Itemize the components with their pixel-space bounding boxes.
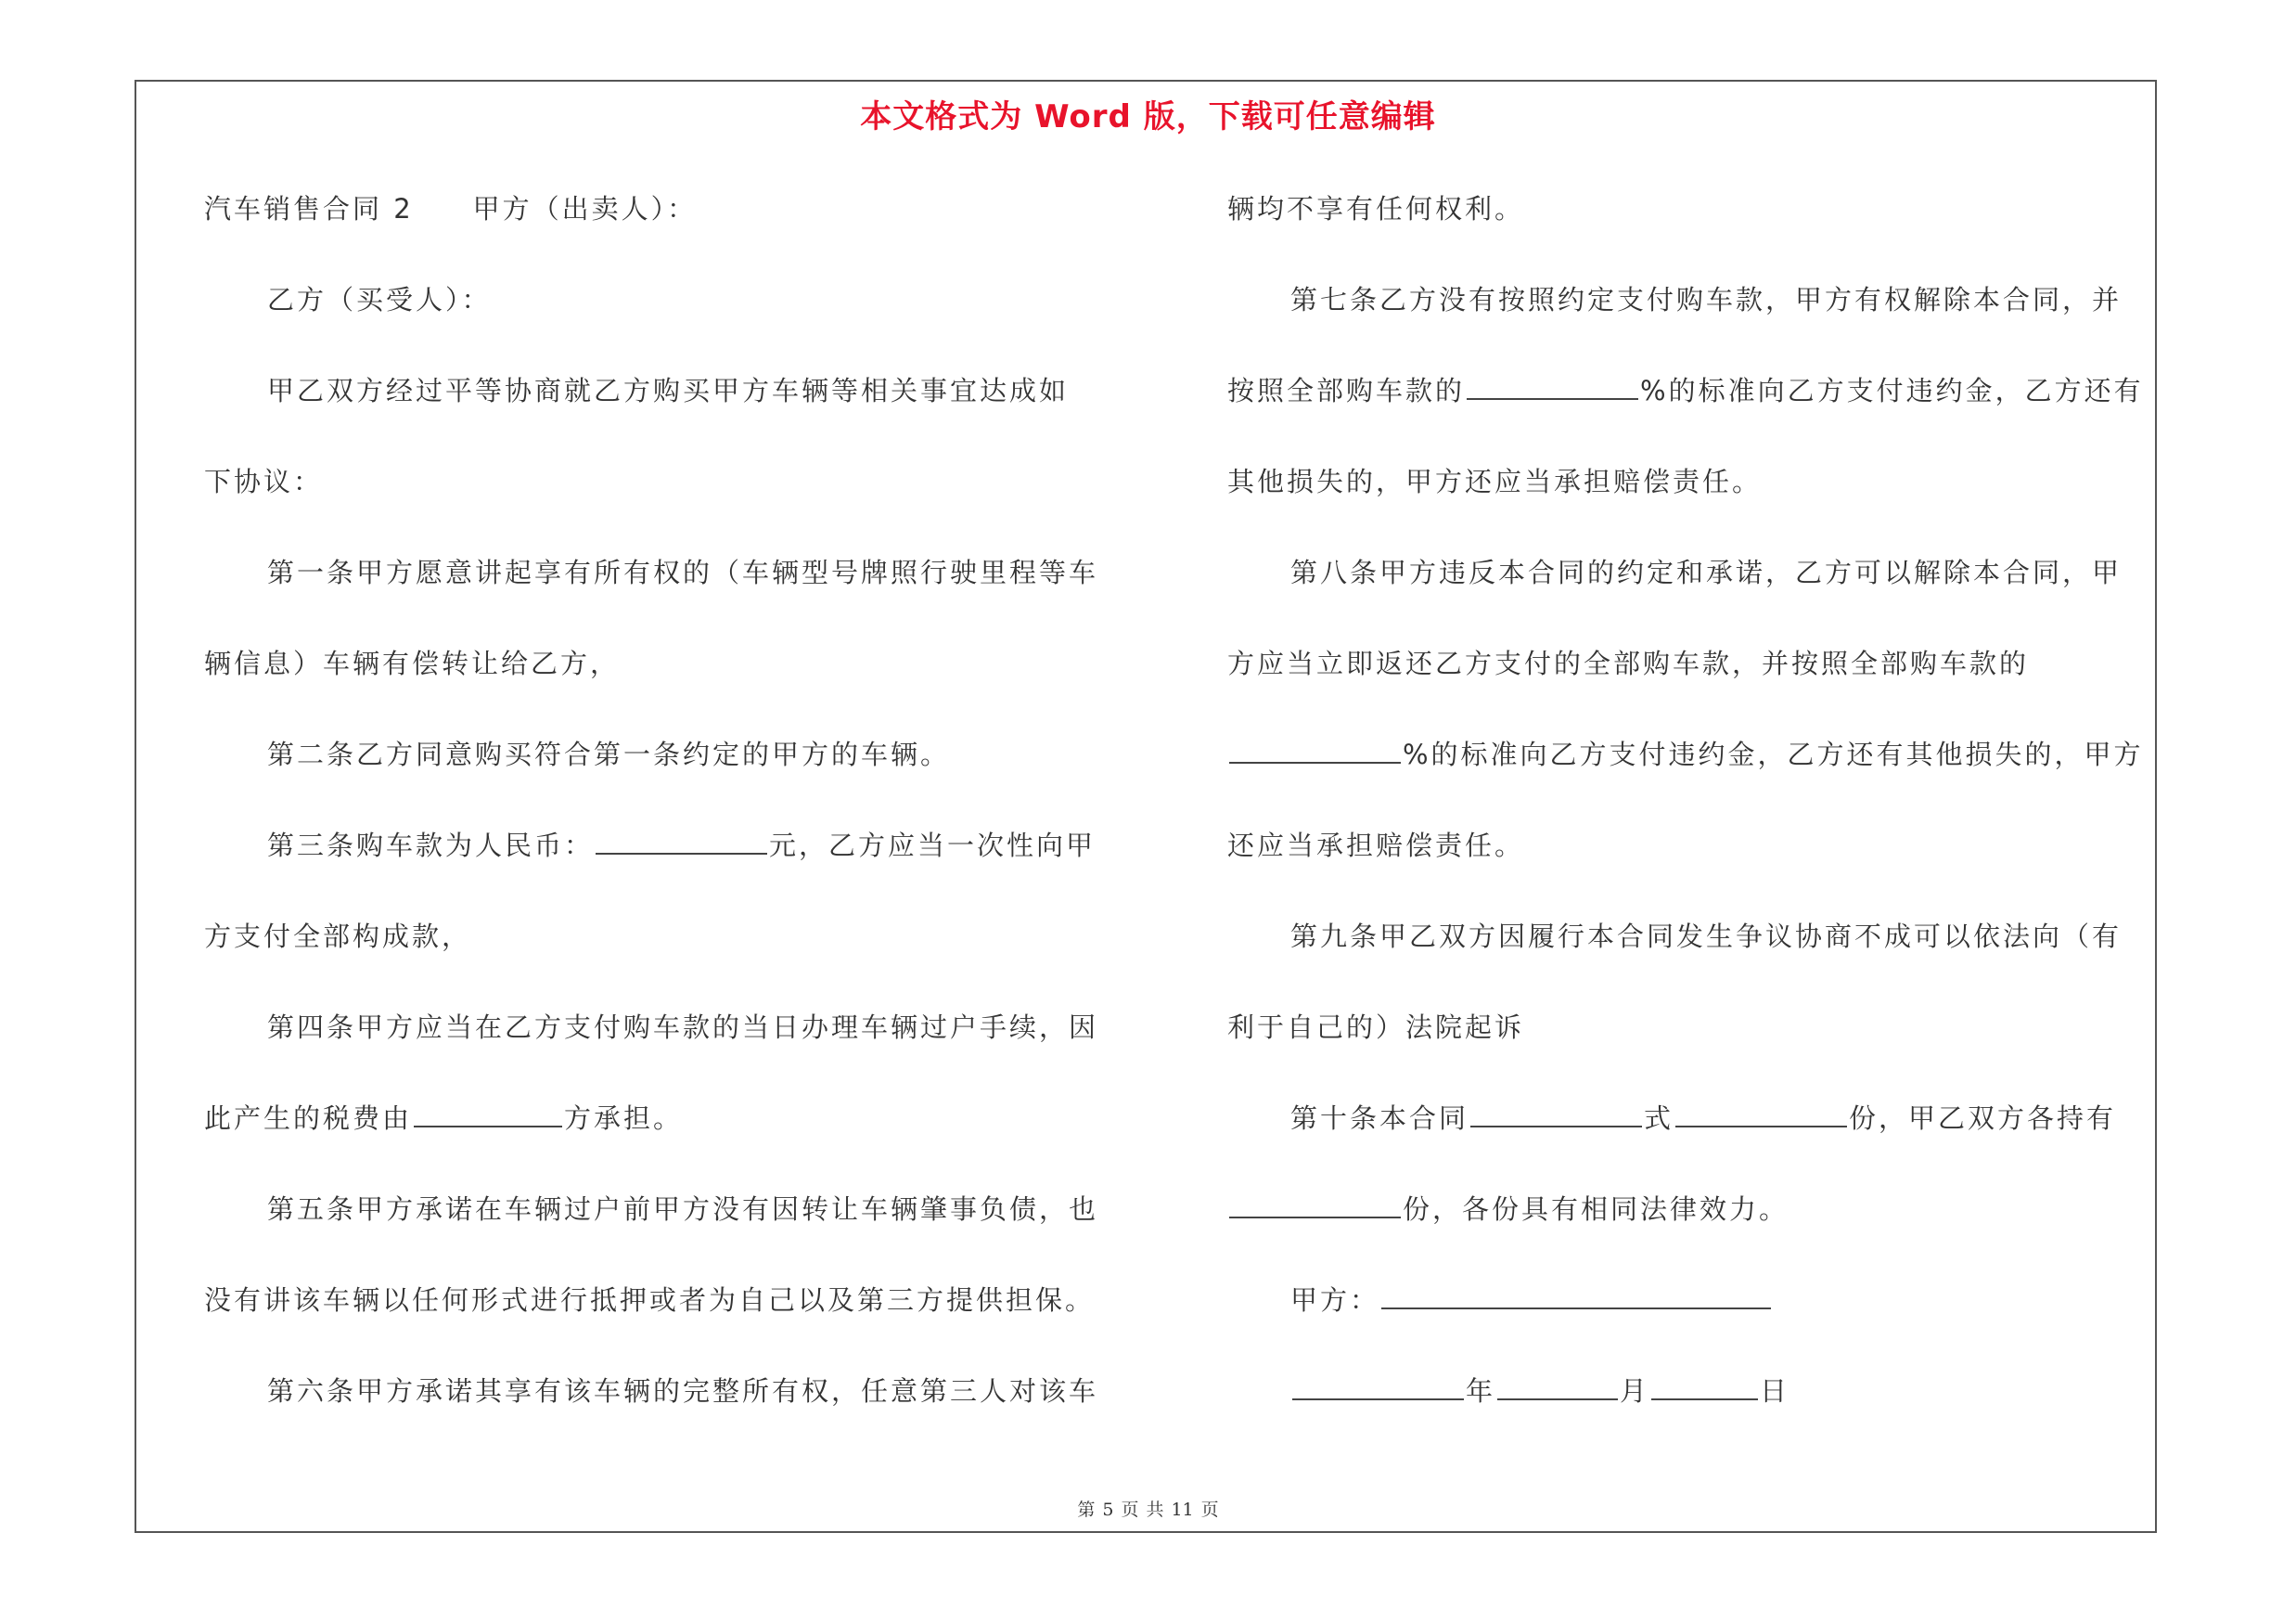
article-2-line: 第二条乙方同意购买符合第一条约定的甲方的车辆。 — [267, 739, 951, 770]
each-party-copies-blank[interactable] — [1229, 1194, 1401, 1218]
article-7-line-2 — [1227, 358, 2155, 449]
footer-total-pages: 11 — [1171, 1500, 1194, 1520]
preamble-line-2: 下协议： — [204, 466, 324, 497]
article-8-line-2: 方应当立即返还乙方支付的全部购车款，并按照全部购车款的 — [1227, 648, 2030, 679]
month-blank[interactable] — [1497, 1376, 1618, 1400]
article-9-line-2: 利于自己的）法院起诉 — [1227, 1011, 1525, 1043]
article-4-text-a: 此产生的税费由 — [204, 1102, 413, 1134]
party-b-line: 乙方（买受人）： — [267, 284, 492, 316]
left-column — [204, 176, 1141, 1449]
tax-party-blank[interactable] — [414, 1103, 562, 1127]
article-10-text-c: 份，甲乙双方各持有 — [1849, 1102, 2117, 1134]
party-a-label: 甲方： — [1290, 1284, 1380, 1316]
article-4-line-2 — [204, 1086, 1141, 1177]
page-footer — [0, 1496, 2296, 1521]
article-8-line-4: 还应当承担赔偿责任。 — [1227, 830, 1525, 861]
article-5-line-2: 没有讲该车辆以任何形式进行抵押或者为自己以及第三方提供担保。 — [204, 1284, 1096, 1316]
day-label: 日 — [1760, 1375, 1790, 1407]
article-5-line-1: 第五条甲方承诺在车辆过户前甲方没有因转让车辆肇事负债，也 — [267, 1193, 1099, 1225]
day-blank[interactable] — [1651, 1376, 1758, 1400]
date-line — [1227, 1359, 2155, 1449]
footer-ye-2: 页 — [1200, 1500, 1219, 1520]
article-3-text-a: 第三条购车款为人民币： — [267, 830, 595, 861]
price-blank[interactable] — [596, 831, 767, 855]
article-6-line-1: 第六条甲方承诺其享有该车辆的完整所有权，任意第三人对该车 — [267, 1375, 1099, 1407]
article-7-text-b: %的标准向乙方支付违约金，乙方还有 — [1640, 375, 2144, 406]
article-6-line-2: 辆均不享有任何权利。 — [1227, 193, 1525, 225]
article-7-text-a: 按照全部购车款的 — [1227, 375, 1466, 406]
article-1-line-1: 第一条甲方愿意讲起享有所有权的（车辆型号牌照行驶里程等车 — [267, 557, 1099, 588]
penalty-rate-blank-2[interactable] — [1229, 740, 1401, 764]
month-label: 月 — [1620, 1375, 1650, 1407]
article-10-text-d: 份，各份具有相同法律效力。 — [1403, 1193, 1789, 1225]
signature-line — [1227, 1268, 2155, 1359]
article-7-line-3: 其他损失的，甲方还应当承担赔偿责任。 — [1227, 466, 1763, 497]
footer-di: 第 — [1077, 1500, 1096, 1520]
article-8-line-3 — [1227, 722, 2155, 813]
article-1-line-2: 辆信息）车辆有偿转让给乙方， — [204, 648, 621, 679]
article-3-line-1 — [204, 813, 1141, 904]
footer-page-number: 5 — [1102, 1500, 1114, 1520]
article-3-line-2: 方支付全部构成款， — [204, 921, 472, 952]
article-8-text: %的标准向乙方支付违约金，乙方还有其他损失的，甲方 — [1403, 739, 2144, 770]
article-8-line-1: 第八条甲方违反本合同的约定和承诺，乙方可以解除本合同，甲 — [1290, 557, 2123, 588]
article-4-line-1: 第四条甲方应当在乙方支付购车款的当日办理车辆过户手续，因 — [267, 1011, 1099, 1043]
article-10-text-b: 式 — [1644, 1102, 1674, 1134]
year-label: 年 — [1466, 1375, 1496, 1407]
article-10-line-1 — [1227, 1086, 2155, 1177]
article-9-line-1: 第九条甲乙双方因履行本合同发生争议协商不成可以依法向（有 — [1290, 921, 2123, 952]
footer-gong: 共 — [1146, 1500, 1164, 1520]
article-3-text-b: 元，乙方应当一次性向甲 — [769, 830, 1097, 861]
article-10-line-2 — [1227, 1177, 2155, 1268]
article-4-text-b: 方承担。 — [564, 1102, 684, 1134]
copies-form-blank[interactable] — [1470, 1103, 1642, 1127]
format-banner: 本文格式为 Word 版，下载可任意编辑 — [860, 98, 1436, 135]
article-10-text-a: 第十条本合同 — [1290, 1102, 1469, 1134]
article-7-line-1: 第七条乙方没有按照约定支付购车款，甲方有权解除本合同，并 — [1290, 284, 2123, 316]
preamble-line-1: 甲乙双方经过平等协商就乙方购买甲方车辆等相关事宜达成如 — [267, 375, 1070, 406]
footer-ye: 页 — [1121, 1500, 1139, 1520]
party-a-signature-blank[interactable] — [1381, 1285, 1771, 1309]
penalty-rate-blank-1[interactable] — [1467, 376, 1638, 400]
contract-title-line: 汽车销售合同 2 甲方（出卖人）： — [204, 193, 698, 225]
copies-count-blank[interactable] — [1675, 1103, 1847, 1127]
year-blank[interactable] — [1292, 1376, 1464, 1400]
right-column — [1227, 176, 2155, 1449]
